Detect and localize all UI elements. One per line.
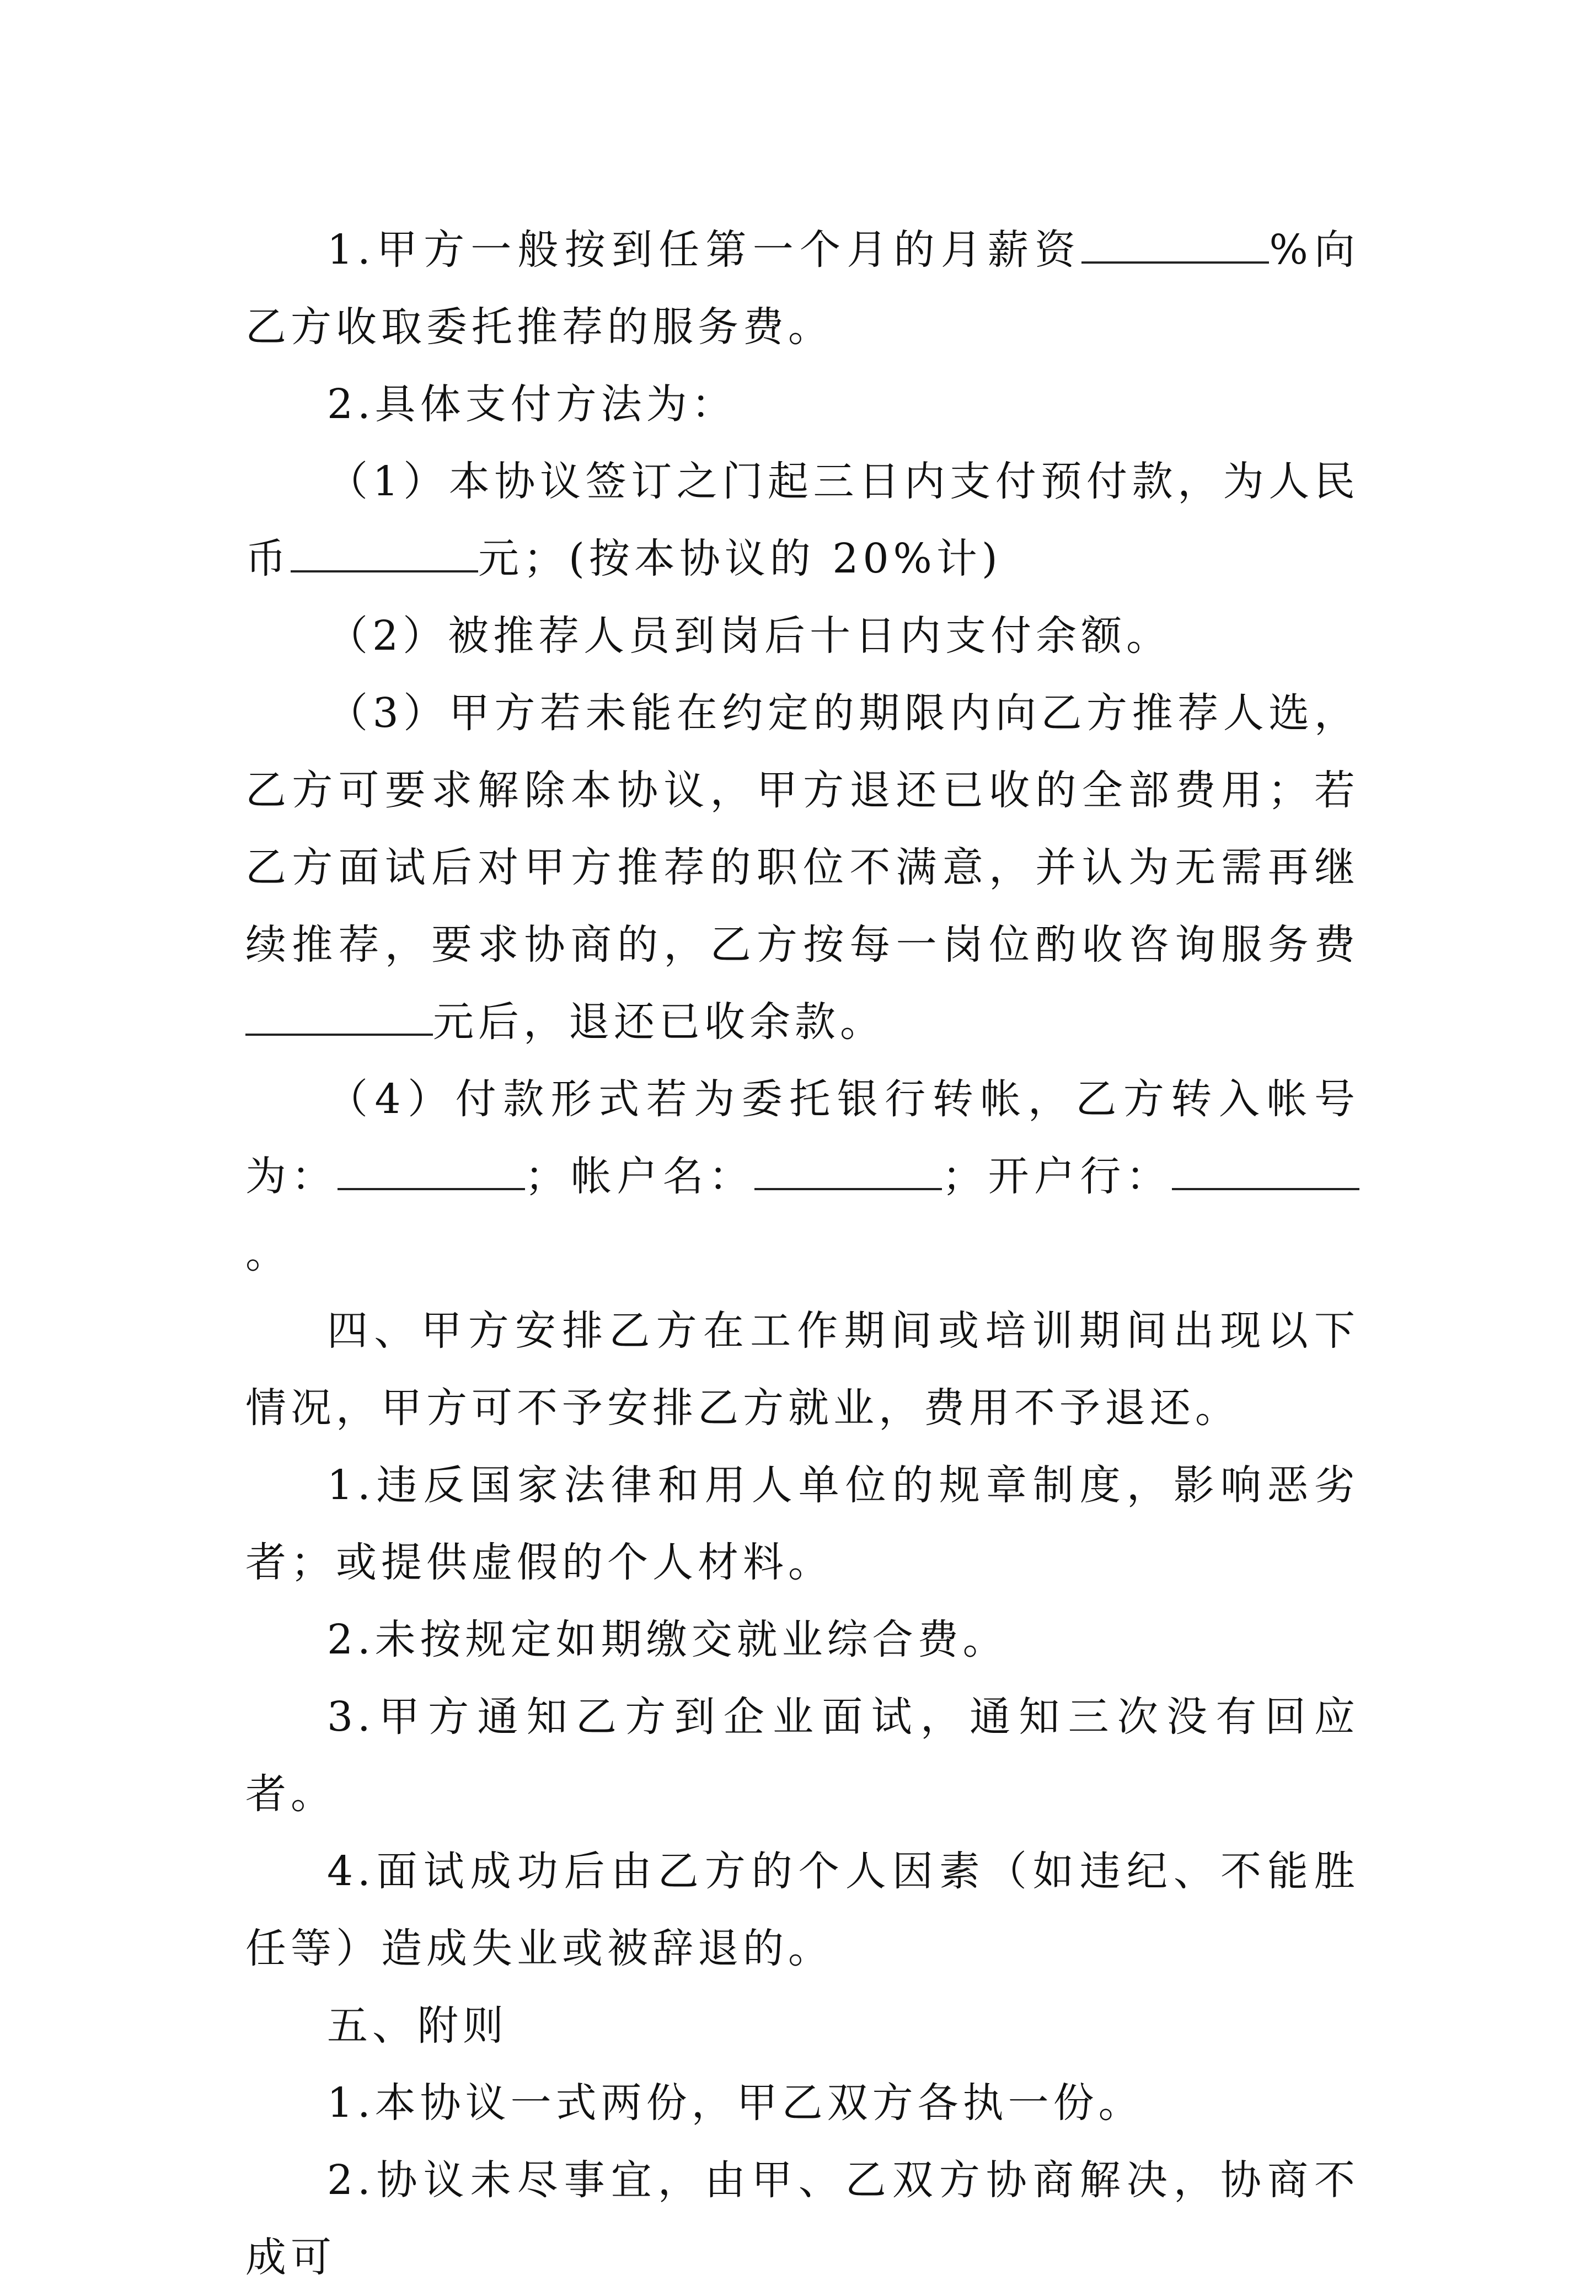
clause-four-1: 1.违反国家法律和用人单位的规章制度，影响恶劣者；或提供虚假的个人材料。 bbox=[245, 1462, 1359, 1586]
blank-prepayment-amount[interactable] bbox=[291, 537, 478, 572]
blank-consult-fee[interactable] bbox=[245, 1000, 433, 1036]
clause-four-2: 2.未按规定如期缴交就业综合费。 bbox=[327, 1616, 1008, 1663]
section-five-heading: 五、附则 bbox=[327, 2002, 508, 2049]
blank-account-number[interactable] bbox=[338, 1155, 525, 1190]
clause-balance: （2）被推荐人员到岗后十日内支付余额。 bbox=[327, 612, 1172, 660]
clause-payment-method: 2.具体支付方法为： bbox=[327, 381, 737, 428]
clause-five-2: 2.协议未尽事宜，由甲、乙双方协商解决，协商不成可 bbox=[245, 2156, 1359, 2281]
section-four-heading: 四、甲方安排乙方在工作期间或培训期间出现以下情况，甲方可不予安排乙方就业，费用不予退还。 bbox=[245, 1307, 1359, 1432]
clause-bank-transfer: （4）付款形式若为委托银行转帐，乙方转入帐号为： ；帐户名： ；开户行：。 bbox=[245, 1075, 1359, 1277]
blank-bank-name[interactable] bbox=[1172, 1155, 1359, 1190]
blank-account-name[interactable] bbox=[754, 1155, 942, 1190]
clause-refund: （3）甲方若未能在约定的期限内向乙方推荐人选，乙方可要求解除本协议，甲方退还已收的全部费用；若乙方面试后对甲方推荐的职位不满意，并认为无需再继续推荐，要求协商的，乙方按每一岗位酌收咨询服务费元后，退还已收余款。 bbox=[245, 689, 1359, 1046]
clause-four-3: 3.甲方通知乙方到企业面试，通知三次没有回应者。 bbox=[245, 1693, 1359, 1818]
blank-fee-percent[interactable] bbox=[1081, 228, 1269, 264]
clause-five-1: 1.本协议一式两份，甲乙双方各执一份。 bbox=[327, 2079, 1144, 2127]
clause-prepayment: （1）本协议签订之门起三日内支付预付款，为人民币 元；(按本协议的 20%计) bbox=[245, 458, 1359, 582]
clause-four-4: 4.面试成功后由乙方的个人因素（如违纪、不能胜任等）造成失业或被辞退的。 bbox=[245, 1848, 1359, 1972]
document-body bbox=[245, 211, 1359, 2296]
clause-fee-rate: 1.甲方一般按到任第一个月的月薪资 %向乙方收取委托推荐的服务费。 bbox=[245, 226, 1359, 351]
